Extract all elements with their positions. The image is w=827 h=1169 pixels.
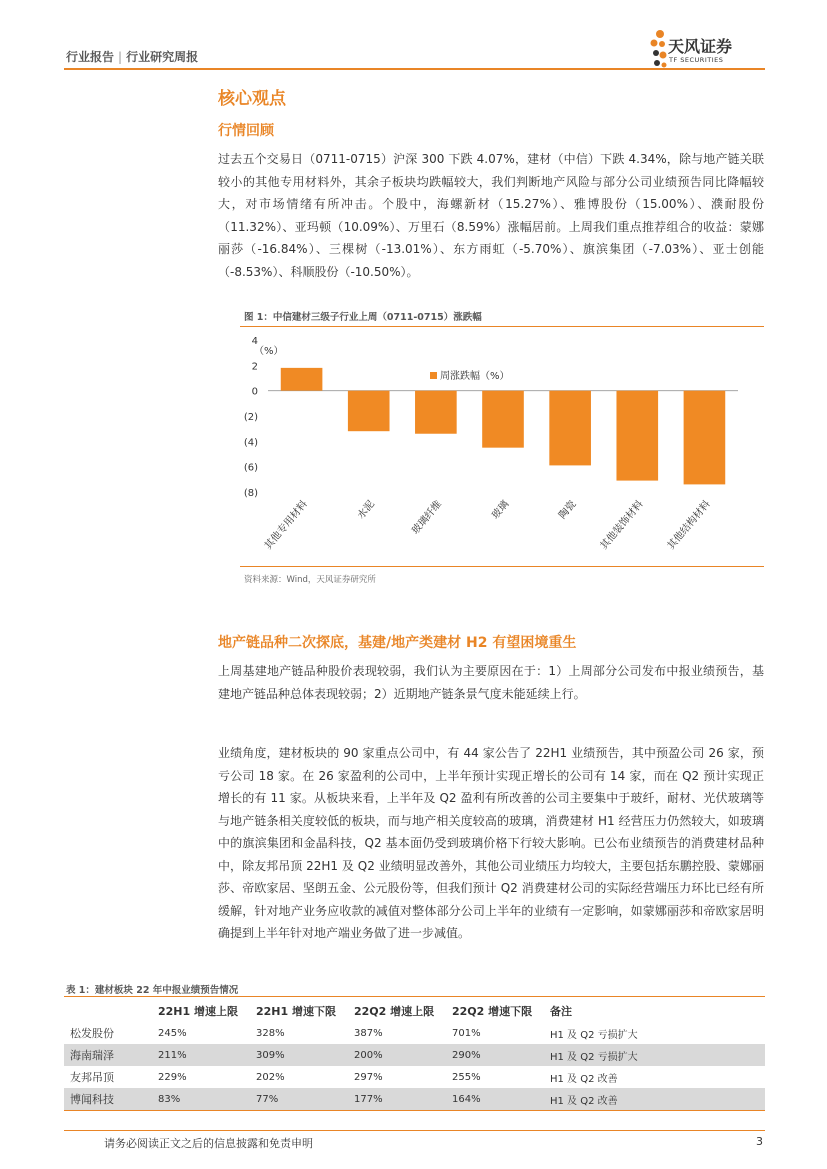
table-row bbox=[64, 1088, 765, 1110]
table-header-cell: 22Q2 增速上限 bbox=[354, 1005, 435, 1018]
table-top-rule bbox=[64, 996, 765, 997]
legend-swatch bbox=[430, 372, 437, 379]
x-tick-label: 玻璃纤维 bbox=[410, 498, 445, 537]
x-tick-label: 陶瓷 bbox=[557, 498, 579, 522]
table-title: 表 1：建材板块 22 年中报业绩预告情况 bbox=[66, 985, 239, 996]
figure-top-rule bbox=[240, 326, 764, 327]
table-cell: 友邦吊顶 bbox=[70, 1071, 114, 1084]
y-tick-label: 4 bbox=[251, 336, 258, 347]
figure-source: 资料来源：Wind，天风证券研究所 bbox=[244, 575, 376, 585]
table-cell: 83% bbox=[152, 1088, 250, 1110]
table-cell: 177% bbox=[348, 1088, 446, 1110]
table-cell: H1 及 Q2 亏损扩大 bbox=[544, 1044, 765, 1066]
footer-rule bbox=[64, 1130, 765, 1131]
bar bbox=[549, 391, 591, 466]
y-axis-label: （%） bbox=[254, 346, 284, 357]
figure-title: 图 1：中信建材三级子行业上周（0711-0715）涨跌幅 bbox=[244, 312, 482, 323]
logo-name-en: TF SECURITIES bbox=[669, 56, 724, 64]
table-cell: 202% bbox=[256, 1071, 285, 1083]
section-title: 核心观点 bbox=[218, 89, 286, 109]
x-tick-label: 其他装饰材料 bbox=[598, 498, 646, 552]
table-cell: 博闻科技 bbox=[64, 1088, 152, 1110]
chart-legend bbox=[430, 369, 510, 382]
table-header-cell: 备注 bbox=[550, 1005, 572, 1018]
reason-paragraph: 上周基建地产链品种股价表现较弱，我们认为主要原因在于：1）上周部分公司发布中报业绩预告，基建地产链品种总体表现较弱；2）近期地产链条景气度未能延续上行。 bbox=[218, 664, 764, 701]
table-cell: H1 及 Q2 改善 bbox=[544, 1088, 765, 1110]
x-tick-label: 玻璃 bbox=[490, 498, 512, 522]
bar bbox=[281, 368, 323, 391]
bar bbox=[348, 391, 390, 432]
x-axis-labels bbox=[261, 498, 712, 552]
table-row bbox=[64, 1022, 765, 1044]
breadcrumb-separator: | bbox=[118, 50, 123, 64]
y-tick-label: 0 bbox=[251, 386, 258, 398]
table-cell: 297% bbox=[354, 1071, 383, 1083]
report-subcategory: 行业研究周报 bbox=[126, 50, 199, 64]
table-row bbox=[64, 1044, 765, 1066]
earnings-paragraph: 业绩角度，建材板块的 90 家重点公司中，有 44 家公告了 22H1 业绩预告，其中预盈公司 26 家，预亏公司 18 家。在 26 家盈利的公司中，上半年预计实现正增长的公司有 14 家，而在 Q2 预计实现正增长的有 11 家。从板块来看，上半年及 Q2 盈利有所改善的公司主要集中于玻纤，耐材、光伏玻璃等与地产链条相关度较低的板块，而与地产相关度较高的玻璃，消费建材 H1 经营压力仍然较大，如玻璃中的旗滨集团和金晶科技，Q2 基本面仍受到玻璃价格下行较大影响。已公布业绩预告的消费建材品种中，除友邦吊顶 22H1 及 Q2 业绩明显改善外，其他公司业绩压力均较大，主要包括东鹏控股、蒙娜丽莎、帝欧家居、坚朗五金、公元股份等，但我们预计 Q2 消费建材公司的实际经营端压力环比已经有所缓解，针对地产业务应收款的减值对整体部分公司上半年的业绩有一定影响，如蒙娜丽莎和帝欧家居明确提到上半年针对地产端业务做了进一步减值。 bbox=[218, 746, 764, 940]
table-cell: 245% bbox=[158, 1027, 187, 1039]
table-header-cell: 22H1 增速下限 bbox=[256, 1005, 336, 1018]
table-header-row bbox=[64, 1000, 765, 1022]
earnings-forecast-table bbox=[64, 1000, 765, 1110]
figure-bottom-rule bbox=[240, 566, 764, 567]
table-cell: 290% bbox=[446, 1044, 544, 1066]
x-tick-label: 水泥 bbox=[355, 498, 378, 522]
table-row bbox=[64, 1066, 765, 1088]
report-breadcrumb bbox=[66, 48, 198, 65]
table-cell: 211% bbox=[152, 1044, 250, 1066]
table-cell: 164% bbox=[446, 1088, 544, 1110]
y-tick-label: 2 bbox=[251, 361, 258, 373]
table-cell: 701% bbox=[452, 1027, 481, 1039]
bar bbox=[415, 391, 457, 434]
page-number: 3 bbox=[756, 1135, 763, 1148]
bar bbox=[616, 391, 658, 481]
table-header-cell bbox=[64, 1000, 152, 1022]
table-cell: 77% bbox=[250, 1088, 348, 1110]
table-bottom-rule bbox=[64, 1110, 765, 1111]
table-cell: 200% bbox=[348, 1044, 446, 1066]
y-tick-label: (6) bbox=[243, 462, 258, 474]
table-cell: H1 及 Q2 亏损扩大 bbox=[550, 1029, 638, 1041]
table-cell: 海南瑞泽 bbox=[64, 1044, 152, 1066]
table-cell: 387% bbox=[354, 1027, 383, 1039]
report-category: 行业报告 bbox=[66, 50, 115, 64]
table-header-cell: 22Q2 增速下限 bbox=[452, 1005, 533, 1018]
bar-series bbox=[281, 368, 725, 485]
y-tick-label: (4) bbox=[243, 437, 258, 449]
bar bbox=[684, 391, 726, 485]
table-cell: 328% bbox=[256, 1027, 285, 1039]
section-subtitle: 行情回顾 bbox=[218, 123, 274, 139]
table-cell: 255% bbox=[452, 1071, 481, 1083]
logo-name-cn: 天风证券 bbox=[668, 37, 733, 56]
bar bbox=[482, 391, 524, 448]
table-header-cell: 22H1 增速上限 bbox=[158, 1005, 238, 1018]
x-tick-label: 其他专用材料 bbox=[262, 498, 310, 552]
table-cell: 229% bbox=[158, 1071, 187, 1083]
y-tick-label: (2) bbox=[243, 412, 258, 423]
section2-title: 地产链品种二次探底，基建/地产类建材 H2 有望困境重生 bbox=[218, 635, 577, 651]
bar-chart bbox=[240, 330, 764, 564]
footer-disclaimer: 请务必阅读正文之后的信息披露和免责申明 bbox=[104, 1137, 313, 1150]
table-cell: 松发股份 bbox=[70, 1027, 114, 1040]
y-tick-label: (8) bbox=[243, 488, 258, 499]
market-review-paragraph: 过去五个交易日（0711-0715）沪深 300 下跌 4.07%，建材（中信）下跌 4.34%，除与地产链关联较小的其他专用材料外，其余子板块均跌幅较大，我们判断地产风险与部分公司业绩预告同比降幅较大，对市场情绪有所冲击。个股中，海螺新材（15.27%）、雅博股份（15.00%）、濮耐股份（11.32%）、亚玛顿（10.09%）、万里石（8.59%）涨幅居前。上周我们重点推荐组合的收益：蒙娜丽莎（-16.84%）、三棵树（-13.01%）、东方雨虹（-5.70%）、旗滨集团（-7.03%）、亚士创能（-8.53%）、科顺股份（-10.50%）。 bbox=[218, 152, 764, 279]
x-tick-label: 其他结构材料 bbox=[665, 498, 713, 552]
table-cell: 309% bbox=[250, 1044, 348, 1066]
table-cell: H1 及 Q2 改善 bbox=[550, 1073, 618, 1085]
legend-label: 周涨跌幅（%） bbox=[440, 371, 510, 382]
